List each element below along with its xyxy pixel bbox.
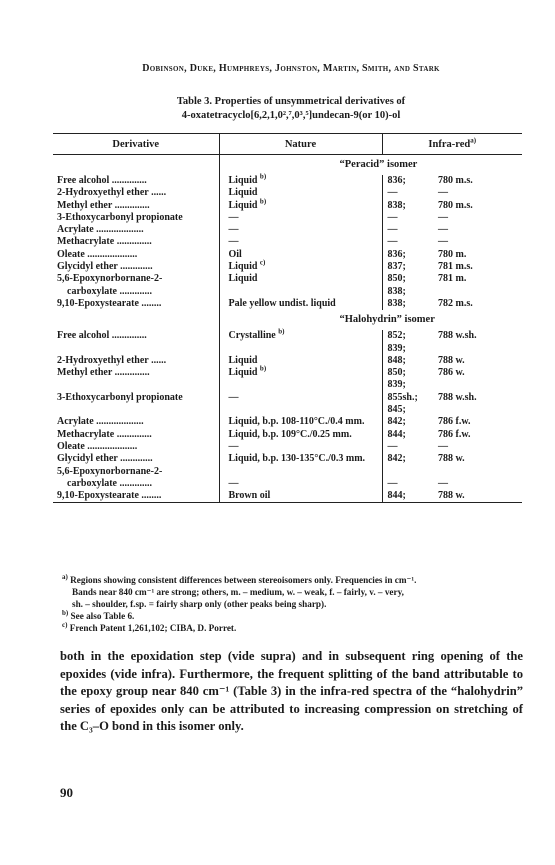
cell-nature (219, 236, 382, 248)
table-row (53, 392, 522, 404)
cell-derivative: 2-Hydroxyethyl ether ...... (57, 187, 167, 199)
table-row (53, 261, 522, 273)
cell-infrared-secondary: 781 m.s. (438, 261, 473, 273)
cell-derivative: Acrylate ................... (57, 416, 144, 428)
cell-nature-text: Crystalline (228, 330, 276, 342)
cell-nature-text: Pale yellow undist. liquid (228, 297, 336, 309)
cell-nature (219, 249, 382, 261)
cell-nature-text: Liquid (228, 175, 258, 186)
cell-nature-text: Oil (228, 248, 242, 260)
cell-nature (219, 416, 382, 428)
cell-nature-footnote-mark: b) (259, 172, 267, 181)
column-header-infrared-label: Infra-red (428, 138, 471, 150)
cell-infrared-secondary: 786 w. (438, 367, 465, 379)
table-row (53, 187, 522, 199)
cell-infrared-band: 845; (382, 404, 434, 416)
table-row (53, 429, 522, 441)
table-row (53, 490, 522, 503)
cell-infrared-band: — (382, 212, 434, 224)
cell-nature-text: — (228, 440, 239, 452)
table-row (53, 478, 522, 490)
cell-derivative: Oleate .................... (57, 440, 138, 452)
section-heading-spacer (53, 310, 219, 330)
cell-infrared-band: 836; (382, 249, 434, 261)
table-row (53, 379, 522, 391)
cell-infrared-secondary: — (438, 236, 448, 248)
cell-infrared-secondary (434, 404, 522, 416)
table-row (53, 286, 522, 298)
cell-nature (219, 392, 382, 404)
cell-nature-text: — (228, 224, 239, 236)
body-paragraph (60, 648, 523, 736)
cell-nature (219, 298, 382, 310)
footnote-c-text: French Patent 1,261,102; CIBA, D. Porret. (69, 623, 237, 633)
cell-infrared-band: 844; (382, 429, 434, 441)
page-number: 90 (60, 785, 73, 800)
column-header-nature: Nature (219, 134, 382, 155)
cell-infrared-band: 837; (382, 261, 434, 273)
column-header-infrared (382, 134, 522, 155)
cell-nature-text: Liquid, b.p. 109°C./0.25 mm. (228, 428, 352, 440)
cell-derivative (53, 379, 219, 391)
cell-derivative: 3-Ethoxycarbonyl propionate (57, 211, 183, 223)
table-row (53, 453, 522, 465)
cell-infrared-secondary: 788 w. (438, 354, 465, 366)
footnote-a-line1: Regions showing consistent differences between stereoisomers only. Frequencies in cm⁻¹. (70, 575, 417, 585)
cell-nature (219, 490, 382, 503)
table-caption (60, 95, 522, 123)
cell-infrared-band (382, 466, 434, 478)
cell-nature-text: Liquid (228, 354, 258, 366)
cell-infrared-band: 839; (382, 343, 434, 355)
cell-infrared-band: 844; (382, 490, 434, 503)
cell-nature (219, 441, 382, 453)
cell-nature-text: Liquid (228, 367, 258, 379)
cell-nature-text: Liquid, b.p. 130-135°C./0.3 mm. (228, 453, 366, 465)
cell-infrared-secondary: — (438, 477, 448, 489)
cell-derivative: Methyl ether .............. (57, 199, 150, 211)
cell-nature (219, 453, 382, 465)
cell-infrared-band: — (382, 441, 434, 453)
table-caption-line2: 4-oxatetracyclo[6,2,1,0²,⁷,0³,⁵]undecan-9(or 10)-ol (181, 110, 401, 121)
table-row (53, 175, 522, 187)
cell-infrared-band: 838; (382, 298, 434, 310)
cell-nature-footnote-mark: c) (259, 258, 266, 267)
table-row (53, 249, 522, 261)
cell-infrared-band: — (382, 478, 434, 490)
cell-nature (219, 286, 382, 298)
table-row (53, 343, 522, 355)
running-header-authors: Dobinson, Duke, Humphreys, Johnston, Martin, Smith, and Stark (142, 63, 440, 74)
cell-derivative: Oleate .................... (57, 248, 138, 260)
cell-derivative: Acrylate ................... (57, 224, 144, 236)
cell-infrared-secondary: 780 m.s. (438, 199, 473, 211)
cell-nature-text: — (228, 477, 239, 489)
cell-infrared-secondary: 788 w.sh. (438, 391, 477, 403)
footnote-a-line2: Bands near 840 cm⁻¹ are strong; others, m. – medium, w. – weak, f. – fairly, v. – very, (72, 587, 404, 597)
cell-nature (219, 364, 382, 379)
cell-derivative: carboxylate ............. (67, 285, 152, 297)
cell-nature (219, 404, 382, 416)
cell-infrared-band: — (382, 224, 434, 236)
table-row (53, 200, 522, 212)
table-row (53, 404, 522, 416)
cell-nature (219, 212, 382, 224)
cell-infrared-secondary: 781 m. (438, 273, 467, 285)
cell-nature (219, 429, 382, 441)
cell-nature-text: — (228, 391, 239, 403)
cell-nature-footnote-mark: b) (259, 197, 267, 206)
cell-infrared-secondary: 788 w. (438, 453, 465, 465)
cell-infrared-secondary: 786 f.w. (438, 428, 471, 440)
cell-derivative: Methyl ether .............. (57, 367, 150, 379)
cell-derivative: carboxylate ............. (67, 477, 152, 489)
cell-nature (219, 172, 382, 187)
cell-nature (219, 258, 382, 273)
column-header-derivative: Derivative (53, 134, 219, 155)
cell-derivative: 3-Ethoxycarbonyl propionate (57, 391, 183, 403)
section-heading-spacer (53, 155, 219, 176)
cell-infrared-band: 838; (382, 286, 434, 298)
cell-derivative (53, 404, 219, 416)
cell-nature-text: — (228, 211, 239, 223)
footnote-a-line3: sh. – shoulder, f.sp. = fairly sharp only (other peaks being sharp). (72, 599, 327, 609)
cell-infrared-secondary: — (438, 224, 448, 236)
cell-nature-text: — (228, 236, 239, 248)
table-row (53, 355, 522, 367)
cell-nature-text: Liquid (228, 261, 258, 273)
table-row (53, 466, 522, 478)
table-row (53, 273, 522, 285)
table-row (53, 298, 522, 310)
cell-derivative: Free alcohol .............. (57, 330, 147, 342)
cell-nature-text: Brown oil (228, 490, 271, 502)
cell-infrared-secondary (434, 379, 522, 391)
table-row (53, 330, 522, 342)
cell-derivative: Glycidyl ether ............. (57, 261, 153, 273)
cell-nature (219, 355, 382, 367)
cell-infrared-secondary: — (438, 440, 448, 452)
body-paragraph-text: both in the epoxidation step (vide supra) and in subsequent ring opening of the epoxides (vide infra). Furthermore, the frequent splitting of the band attributable to the epoxy group near 840 cm⁻¹ (Table 3) in the infra-red spectra of the “halohydrin” series of epoxides only can be attributed to increasing compression on stretching of the C₃–O bond in this isomer only. (60, 649, 523, 733)
section-heading-row (53, 310, 522, 330)
cell-infrared-band: 838; (382, 200, 434, 212)
table-row (53, 236, 522, 248)
cell-derivative: 5,6-Epoxynorbornane-2- (57, 465, 163, 477)
cell-infrared-band: 842; (382, 416, 434, 428)
cell-derivative: 9,10-Epoxystearate ........ (53, 490, 219, 503)
table-body (53, 155, 522, 503)
cell-nature-footnote-mark: b) (278, 327, 285, 336)
cell-derivative: Methacrylate .............. (57, 236, 152, 248)
footnote-b-text: See also Table 6. (70, 611, 135, 621)
cell-nature (219, 273, 382, 285)
footnote-c (62, 622, 522, 634)
cell-infrared-secondary: 788 w.sh. (438, 330, 477, 342)
cell-derivative: Free alcohol .............. (57, 175, 147, 186)
cell-nature-footnote-mark: b) (259, 364, 267, 373)
cell-infrared-band: 848; (382, 355, 434, 367)
footnote-a (62, 574, 522, 586)
cell-infrared-band: 850; (382, 367, 434, 379)
section-heading: “Peracid” isomer (219, 155, 522, 176)
cell-nature-text: Liquid (228, 273, 258, 285)
cell-infrared-band: — (382, 236, 434, 248)
cell-infrared-secondary (434, 343, 522, 355)
footnote-a-mark: a) (62, 572, 68, 581)
cell-infrared-band: 852; (382, 330, 434, 342)
cell-infrared-secondary: 786 f.w. (438, 416, 471, 428)
cell-infrared-secondary: 788 w. (434, 490, 522, 503)
cell-infrared-secondary: 782 m.s. (438, 297, 473, 309)
table-footnotes (62, 574, 522, 634)
cell-infrared-band: 855sh.; (382, 392, 434, 404)
cell-nature (219, 224, 382, 236)
table-row (53, 212, 522, 224)
table-header-row (53, 134, 522, 155)
cell-infrared-band: 836; (382, 175, 434, 187)
table-row (53, 441, 522, 453)
table-caption-line1: Table 3. Properties of unsymmetrical derivatives of (176, 96, 406, 107)
cell-derivative (53, 343, 219, 355)
table-row (53, 416, 522, 428)
properties-table (53, 133, 522, 503)
section-heading: “Halohydrin” isomer (219, 310, 522, 330)
cell-derivative: Glycidyl ether ............. (57, 453, 153, 465)
cell-nature (219, 327, 382, 342)
cell-infrared-band: 850; (382, 273, 434, 285)
cell-infrared-secondary (434, 286, 522, 298)
cell-nature-text: Liquid (228, 187, 258, 199)
cell-nature (219, 197, 382, 212)
cell-infrared-secondary: — (438, 187, 448, 199)
cell-infrared-band: 839; (382, 379, 434, 391)
cell-nature (219, 343, 382, 355)
footnote-mark-a: a) (470, 136, 477, 144)
cell-nature (219, 466, 382, 478)
cell-infrared-secondary: — (438, 211, 448, 223)
footnote-b-mark: b) (62, 608, 69, 617)
footnote-c-mark: c) (62, 620, 68, 629)
cell-nature (219, 187, 382, 199)
cell-nature (219, 379, 382, 391)
cell-infrared-secondary: 780 m. (438, 248, 467, 260)
cell-derivative: Methacrylate .............. (57, 428, 152, 440)
table-row (53, 367, 522, 379)
section-heading-row (53, 155, 522, 176)
cell-infrared-band: 842; (382, 453, 434, 465)
cell-infrared-band: — (382, 187, 434, 199)
cell-nature (219, 478, 382, 490)
cell-derivative: 2-Hydroxyethyl ether ...... (57, 354, 167, 366)
cell-infrared-secondary: 780 m.s. (438, 175, 473, 186)
cell-derivative: 5,6-Epoxynorbornane-2- (57, 273, 163, 285)
cell-derivative: 9,10-Epoxystearate ........ (57, 297, 162, 309)
cell-nature-text: Liquid (228, 199, 258, 211)
table-row (53, 224, 522, 236)
cell-infrared-secondary (434, 466, 522, 478)
cell-nature-text: Liquid, b.p. 108-110°C./0.4 mm. (228, 416, 365, 428)
footnote-b (62, 610, 522, 622)
